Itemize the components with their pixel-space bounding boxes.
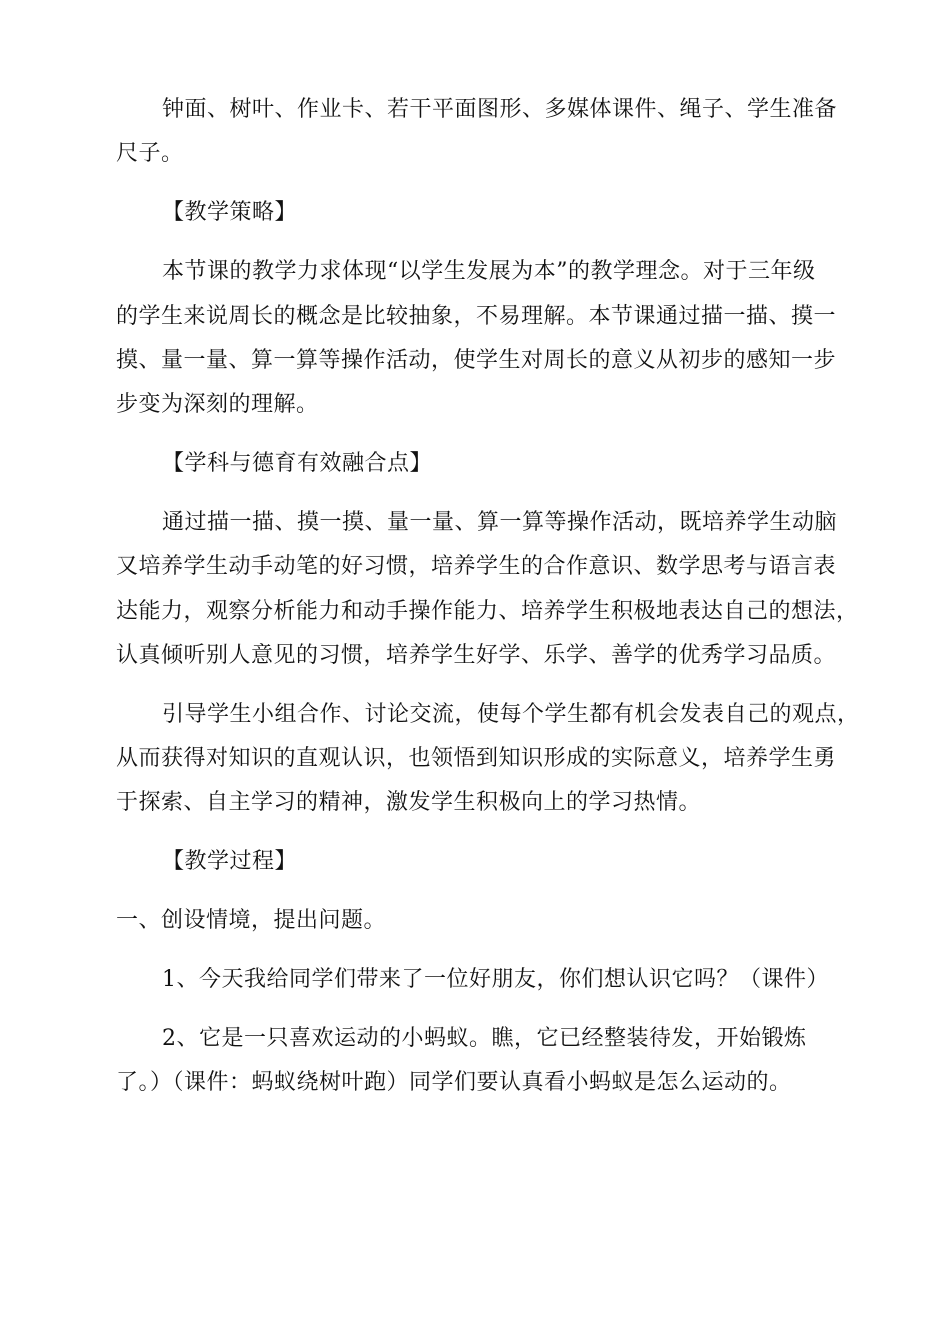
strategy-line-1: 本节课的教学力求体现“以学生发展为本”的教学理念。对于三年级 [162, 259, 816, 284]
strategy-line-3: 摸、量一量、算一算等操作活动，使学生对周长的意义从初步的感知一步 [116, 348, 837, 373]
section-1-title: 一、创设情境，提出问题。 [116, 908, 387, 933]
strategy-line-2: 的学生来说周长的概念是比较抽象，不易理解。本节课通过描一描、摸一 [116, 304, 837, 329]
integration-line-1: 通过描一描、摸一摸、量一量、算一算等操作活动，既培养学生动脑 [162, 510, 838, 535]
strategy-line-4: 步变为深刻的理解。 [116, 392, 319, 417]
guidance-line-3: 于探索、自主学习的精神，激发学生积极向上的学习热情。 [116, 790, 702, 815]
materials-line-2: 尺子。 [116, 141, 184, 166]
guidance-line-2: 从而获得对知识的直观认识，也领悟到知识形成的实际意义，培养学生勇 [116, 746, 837, 771]
guidance-line-1: 引导学生小组合作、讨论交流，使每个学生都有机会发表自己的观点， [162, 702, 860, 727]
strategy-heading: 【教学策略】 [162, 200, 298, 225]
integration-heading: 【学科与德育有效融合点】 [162, 451, 433, 476]
step-1: 1、今天我给同学们带来了一位好朋友，你们想认识它吗？（课件） [162, 967, 829, 992]
materials-line-1: 钟面、树叶、作业卡、若干平面图形、多媒体课件、绳子、学生准备 [162, 97, 838, 122]
integration-line-3: 达能力，观察分析能力和动手操作能力、培养学生积极地表达自己的想法， [116, 599, 859, 624]
step-2-line-2: 了。）（课件：蚂蚁绕树叶跑）同学们要认真看小蚂蚁是怎么运动的。 [116, 1070, 792, 1095]
integration-line-2: 又培养学生动手动笔的好习惯，培养学生的合作意识、数学思考与语言表 [116, 554, 837, 579]
step-2-line-1: 2、它是一只喜欢运动的小蚂蚁。瞧，它已经整装待发，开始锻炼 [162, 1026, 807, 1051]
integration-line-4: 认真倾听别人意见的习惯，培养学生好学、乐学、善学的优秀学习品质。 [116, 643, 837, 668]
process-heading: 【教学过程】 [162, 849, 298, 874]
